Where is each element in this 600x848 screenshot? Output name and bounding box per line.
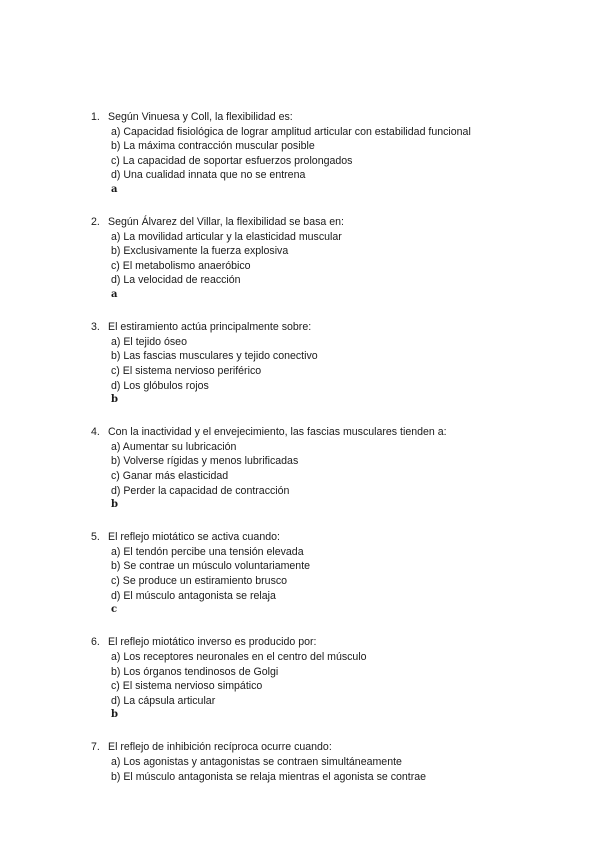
question-number: 2. (91, 216, 100, 229)
question-number: 7. (91, 741, 100, 754)
option-a: a) Aumentar su lubricación (111, 440, 237, 453)
answer-options (91, 755, 571, 784)
question-3 (91, 320, 571, 408)
question-stem (91, 110, 571, 125)
question-text: El reflejo miotático inverso es producido por: (108, 636, 317, 649)
option-b: b) Los órganos tendinosos de Golgi (111, 665, 279, 678)
question-text: El reflejo de inhibición recíproca ocurre cuando: (108, 741, 332, 754)
option-c: c) El sistema nervioso simpático (111, 680, 263, 693)
correct-answer: b (111, 394, 118, 406)
option-d: d) La velocidad de reacción (111, 274, 241, 287)
option-b: b) Se contrae un músculo voluntariamente (111, 560, 311, 573)
option-d: d) Los glóbulos rojos (111, 379, 209, 392)
question-1 (91, 110, 571, 198)
question-text: Según Álvarez del Villar, la flexibilidad se basa en: (108, 216, 344, 229)
option-d: d) Perder la capacidad de contracción (111, 484, 290, 497)
option-b: b) El músculo antagonista se relaja mientras el agonista se contrae (111, 770, 427, 783)
question-stem (91, 740, 571, 755)
option-c: c) El sistema nervioso periférico (111, 364, 262, 377)
correct-answer: c (111, 604, 118, 616)
question-text: El estiramiento actúa principalmente sobre: (108, 321, 312, 334)
answer-options (91, 335, 571, 393)
question-text: Según Vinuesa y Coll, la flexibilidad es: (108, 111, 293, 123)
correct-answer: b (111, 499, 118, 511)
option-d: d) Una cualidad innata que no se entrena (111, 169, 306, 182)
option-d: d) La cápsula articular (111, 694, 216, 707)
answer-options (91, 545, 571, 603)
question-number: 4. (91, 426, 100, 439)
question-4 (91, 425, 571, 513)
option-c: c) Ganar más elasticidad (111, 469, 229, 482)
option-a: a) La movilidad articular y la elasticidad muscular (111, 230, 342, 243)
answer-options (91, 230, 571, 288)
option-b: b) Las fascias musculares y tejido conectivo (111, 350, 318, 363)
option-a: a) Capacidad fisiológica de lograr amplitud articular con estabilidad funcional (111, 125, 471, 138)
question-6 (91, 635, 571, 723)
quiz-list (91, 110, 571, 802)
question-number: 6. (91, 636, 100, 649)
correct-answer: b (111, 709, 118, 721)
answer-options (91, 125, 571, 183)
question-stem (91, 215, 571, 230)
option-b: b) Exclusivamente la fuerza explosiva (111, 245, 289, 258)
question-number: 1. (91, 111, 100, 123)
option-a: a) Los agonistas y antagonistas se contraen simultáneamente (111, 755, 402, 768)
answer-options (91, 650, 571, 708)
question-7 (91, 740, 571, 784)
correct-answer: a (111, 183, 118, 195)
question-stem (91, 635, 571, 650)
answer-options (91, 440, 571, 498)
option-a: a) El tendón percibe una tensión elevada (111, 545, 304, 558)
question-stem (91, 530, 571, 545)
option-c: c) El metabolismo anaeróbico (111, 259, 251, 272)
option-a: a) Los receptores neuronales en el centro del músculo (111, 650, 367, 663)
option-d: d) El músculo antagonista se relaja (111, 589, 276, 602)
option-b: b) Volverse rígidas y menos lubrificadas (111, 455, 299, 468)
option-c: c) Se produce un estiramiento brusco (111, 575, 288, 588)
correct-answer: a (111, 289, 118, 301)
option-c: c) La capacidad de soportar esfuerzos prolongados (111, 154, 353, 167)
question-stem (91, 320, 571, 335)
question-text: El reflejo miotático se activa cuando: (108, 531, 280, 544)
question-2 (91, 215, 571, 303)
question-text: Con la inactividad y el envejecimiento, las fascias musculares tienden a: (108, 426, 447, 439)
question-number: 3. (91, 321, 100, 334)
option-b: b) La máxima contracción muscular posible (111, 140, 315, 153)
question-stem (91, 425, 571, 440)
question-number: 5. (91, 531, 100, 544)
question-5 (91, 530, 571, 618)
option-a: a) El tejido óseo (111, 335, 187, 348)
